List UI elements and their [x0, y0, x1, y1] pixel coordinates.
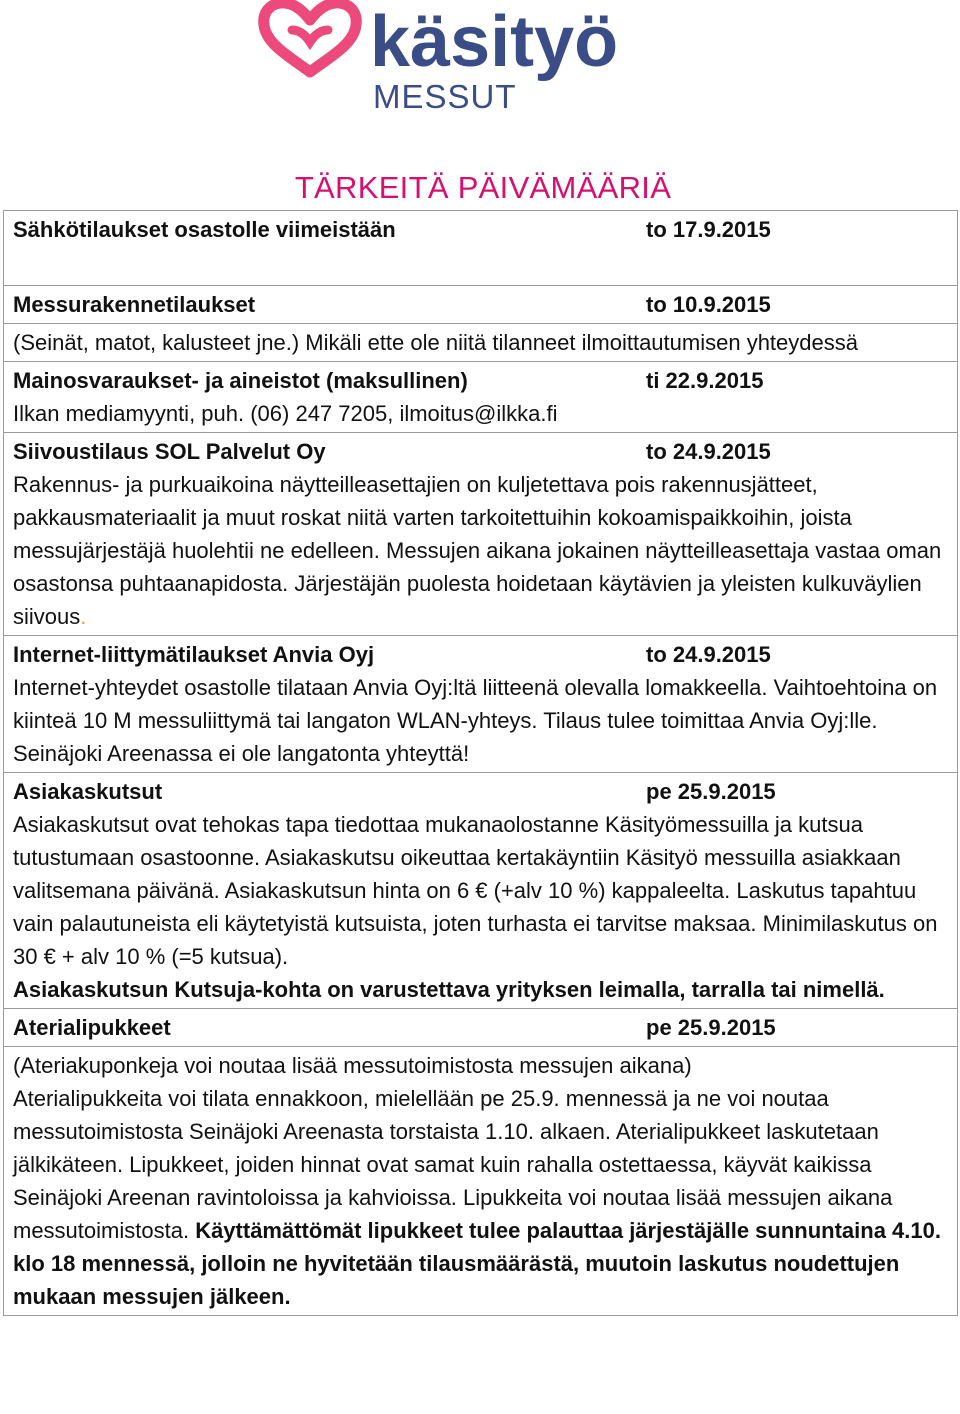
row-text: Aterialipukkeita voi tilata ennakkoon, mielellään pe 25.9. mennessä ja ne voi noutaa messutoimistosta Seinäjoki Areenasta torstaista 1.10. alkaen. Aterialipukkeet laskutetaan jälkikäteen. Lipukkeet, joiden hinnat ovat samat kuin rahalla ostettaessa, käyvät kaikissa Seinäjoki Areenan ravintoloissa ja kahvioissa. Lipukkeita voi noutaa lisää messujen aikana messutoimistosta.	[13, 1086, 893, 1243]
row-text-bold: Käyttämättömät lipukkeet tulee palauttaa järjestäjälle sunnuntaina 4.10. klo 18 mennessä, jolloin ne hyvitetään tilausmäärästä, muutoin laskutus noudettujen mukaan messujen jälkeen.	[13, 1218, 941, 1309]
row-label: Aterialipukkeet	[13, 1015, 171, 1040]
kasityo-messut-logo	[258, 0, 638, 115]
row-date: to 24.9.2015	[646, 439, 771, 464]
table-row	[4, 1009, 958, 1047]
table-row	[4, 636, 958, 773]
row-date: pe 25.9.2015	[646, 1015, 776, 1040]
row-date: to 24.9.2015	[646, 642, 771, 667]
row-date: pe 25.9.2015	[646, 779, 776, 804]
page-title: TÄRKEITÄ PÄIVÄMÄÄRIÄ	[294, 170, 672, 205]
table-row	[4, 1047, 958, 1316]
row-text-bold: Asiakaskutsun Kutsuja-kohta on varustettava yrityksen leimalla, tarralla tai nimellä.	[13, 977, 885, 1002]
row-note: Ilkan mediamyynti, puh. (06) 247 7205, ilmoitus@ilkka.fi	[13, 401, 558, 426]
row-note: (Ateriakuponkeja voi noutaa lisää messutoimistosta messujen aikana)	[13, 1053, 692, 1078]
table-row	[4, 211, 958, 286]
row-label: Siivoustilaus SOL Palvelut Oy	[13, 439, 326, 464]
row-text: Asiakaskutsut ovat tehokas tapa tiedottaa mukanaolostanne Käsityömessuilla ja kutsua tutustumaan osastoonne. Asiakaskutsu oikeuttaa kertakäyntiin Käsityö messuilla asiakkaan valitsemana päivänä. Asiakaskutsun hinta on 6 € (+alv 10 %) kappaleelta. Laskutus tapahtuu vain palautuneista eli käytetyistä kutsuista, joten turhasta ei tarvitse maksaa. Minimilaskutus on 30 € + alv 10 % (=5 kutsua).	[13, 812, 938, 969]
table-row	[4, 286, 958, 324]
row-text: Internet-yhteydet osastolle tilataan Anvia Oyj:ltä liitteenä olevalla lomakkeella. Vaihtoehtoina on kiinteä 10 M messuliittymä tai langaton WLAN-yhteys. Tilaus tulee toimittaa Anvia Oyj:lle. Seinäjoki Areenassa ei ole langatonta yhteyttä!	[13, 675, 938, 766]
row-text: Rakennus- ja purkuaikoina näytteilleasettajien on kuljetettava pois rakennusjätteet, pakkausmateriaalit ja muut roskat niitä varten tarkoitettuihin kokoamispaikkoihin, joista messujärjestäjä huolehtii ne edelleen. Messujen aikana jokainen näytteilleasettaja vastaa oman osastonsa puhtaanapidosta. Järjestäjän puolesta hoidetaan käytävien ja yleisten kulkuväylien siivous	[13, 472, 942, 629]
dates-table	[3, 210, 958, 1316]
table-row	[4, 433, 958, 636]
brand-name: käsityö	[370, 2, 619, 82]
table-row	[4, 362, 958, 433]
heart-logo-icon	[258, 0, 638, 115]
table-row	[4, 324, 958, 362]
row-date: to 17.9.2015	[646, 217, 771, 242]
row-date: ti 22.9.2015	[646, 368, 764, 393]
row-note: (Seinät, matot, kalusteet jne.) Mikäli ette ole niitä tilanneet ilmoittautumisen yhteydessä	[13, 330, 858, 355]
table-row	[4, 773, 958, 1009]
row-label: Asiakaskutsut	[13, 779, 163, 804]
row-label: Mainosvaraukset- ja aineistot (maksullinen)	[13, 368, 468, 393]
brand-sub: MESSUT	[373, 78, 517, 115]
row-label: Messurakennetilaukset	[13, 292, 256, 317]
row-text-end: .	[80, 604, 87, 629]
row-label: Sähkötilaukset osastolle viimeistään	[13, 217, 396, 242]
row-date: to 10.9.2015	[646, 292, 771, 317]
row-label: Internet-liittymätilaukset Anvia Oyj	[13, 642, 375, 667]
